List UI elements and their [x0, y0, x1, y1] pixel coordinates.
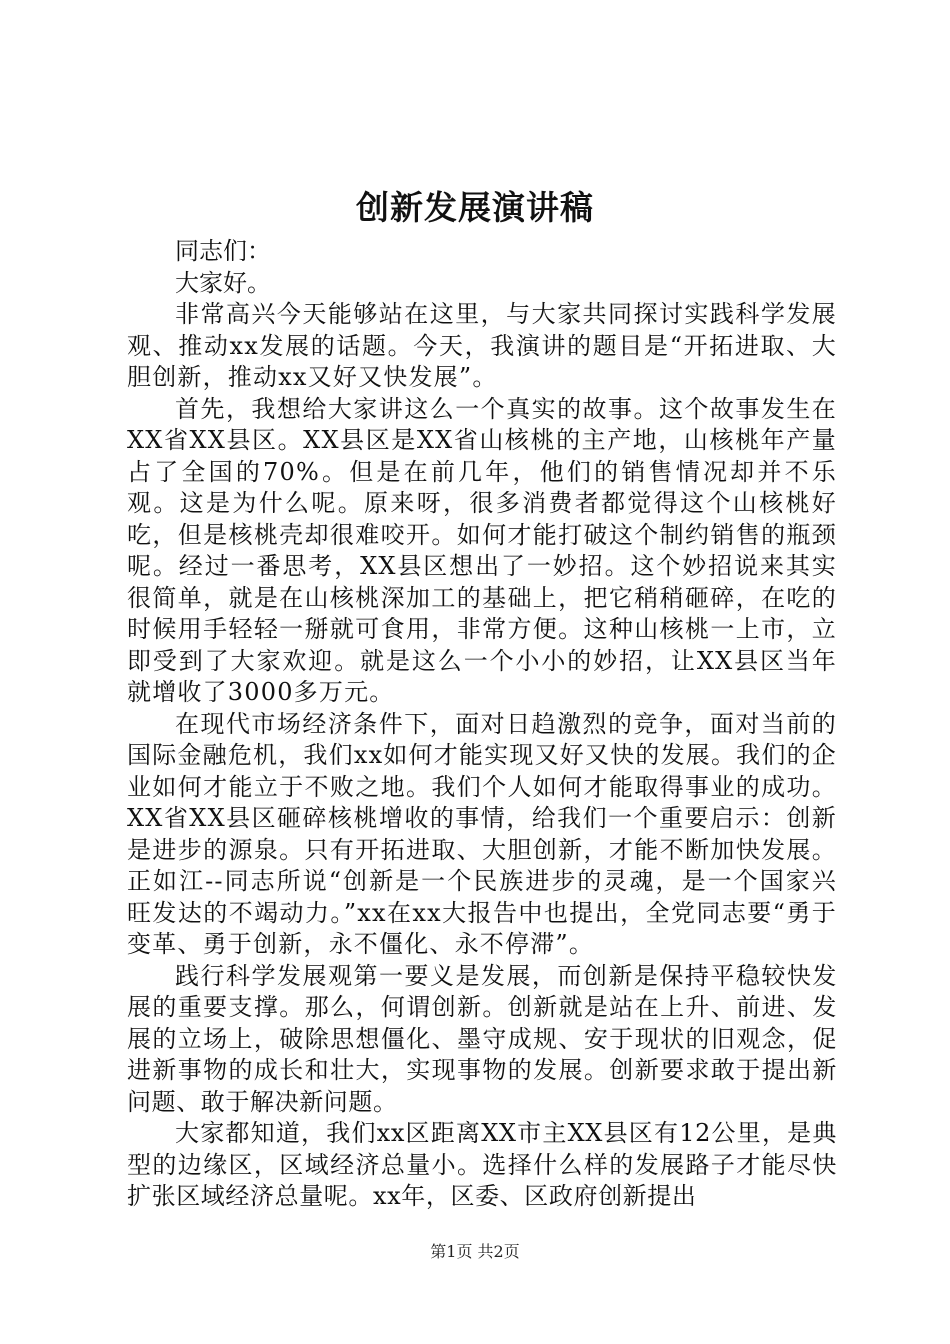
intro-paragraph: 非常高兴今天能够站在这里，与大家共同探讨实践科学发展观、推动xx发展的话题。今天，我演讲的题目是“开拓进取、大胆创新，推动xx又好又快发展”。 — [127, 300, 837, 391]
greeting-paragraph: 大家好。 — [175, 268, 271, 297]
document-title: 创新发展演讲稿 — [356, 188, 594, 227]
story-paragraph: 首先，我想给大家讲这么一个真实的故事。这个故事发生在XX省XX县区。XX县区是XX省山核桃的主产地，山核桃年产量占了全国的70%。但是在前几年，他们的销售情况却并不乐观。这是为什么呢。原来呀，很多消费者都觉得这个山核桃好吃，但是核桃壳却很难咬开。如何才能打破这个制约销售的瓶颈呢。经过一番思考，XX县区想出了一妙招。这个妙招说来其实很简单，就是在山核桃深加工的基础上，把它稍稍砸碎，在吃的时候用手轻轻一掰就可食用，非常方便。这种山核桃一上市，立即受到了大家欢迎。就是这么一个小小的妙招，让XX县区当年就增收了3000多万元。 — [127, 394, 837, 706]
insight-paragraph: 在现代市场经济条件下，面对日趋激烈的竞争，面对当前的国际金融危机，我们xx如何才能实现又好又快的发展。我们的企业如何才能立于不败之地。我们个人如何才能取得事业的成功。XX省XX县区砸碎核桃增收的事情，给我们一个重要启示：创新是进步的源泉。只有开拓进取、大胆创新，才能不断加快发展。正如江--同志所说“创新是一个民族进步的灵魂，是一个国家兴旺发达的不竭动力。”xx在xx大报告中也提出，全党同志要“勇于变革、勇于创新，永不僵化、永不停滞”。 — [127, 709, 837, 958]
local-development-paragraph: 大家都知道，我们xx区距离XX市主XX县区有12公里，是典型的边缘区，区域经济总量小。选择什么样的发展路子才能尽快扩张区域经济总量呢。xx年，区委、区政府创新提出 — [127, 1119, 837, 1210]
innovation-definition-paragraph: 践行科学发展观第一要义是发展，而创新是保持平稳较快发展的重要支撑。那么，何谓创新。创新就是站在上升、前进、发展的立场上，破除思想僵化、墨守成规、安于现状的旧观念，促进新事物的成长和壮大，实现事物的发展。创新要求敢于提出新问题、敢于解决新问题。 — [127, 961, 837, 1116]
salutation-paragraph: 同志们： — [175, 237, 271, 265]
page-number-footer: 第1页 共2页 — [430, 1242, 520, 1261]
document-body — [127, 236, 837, 1213]
